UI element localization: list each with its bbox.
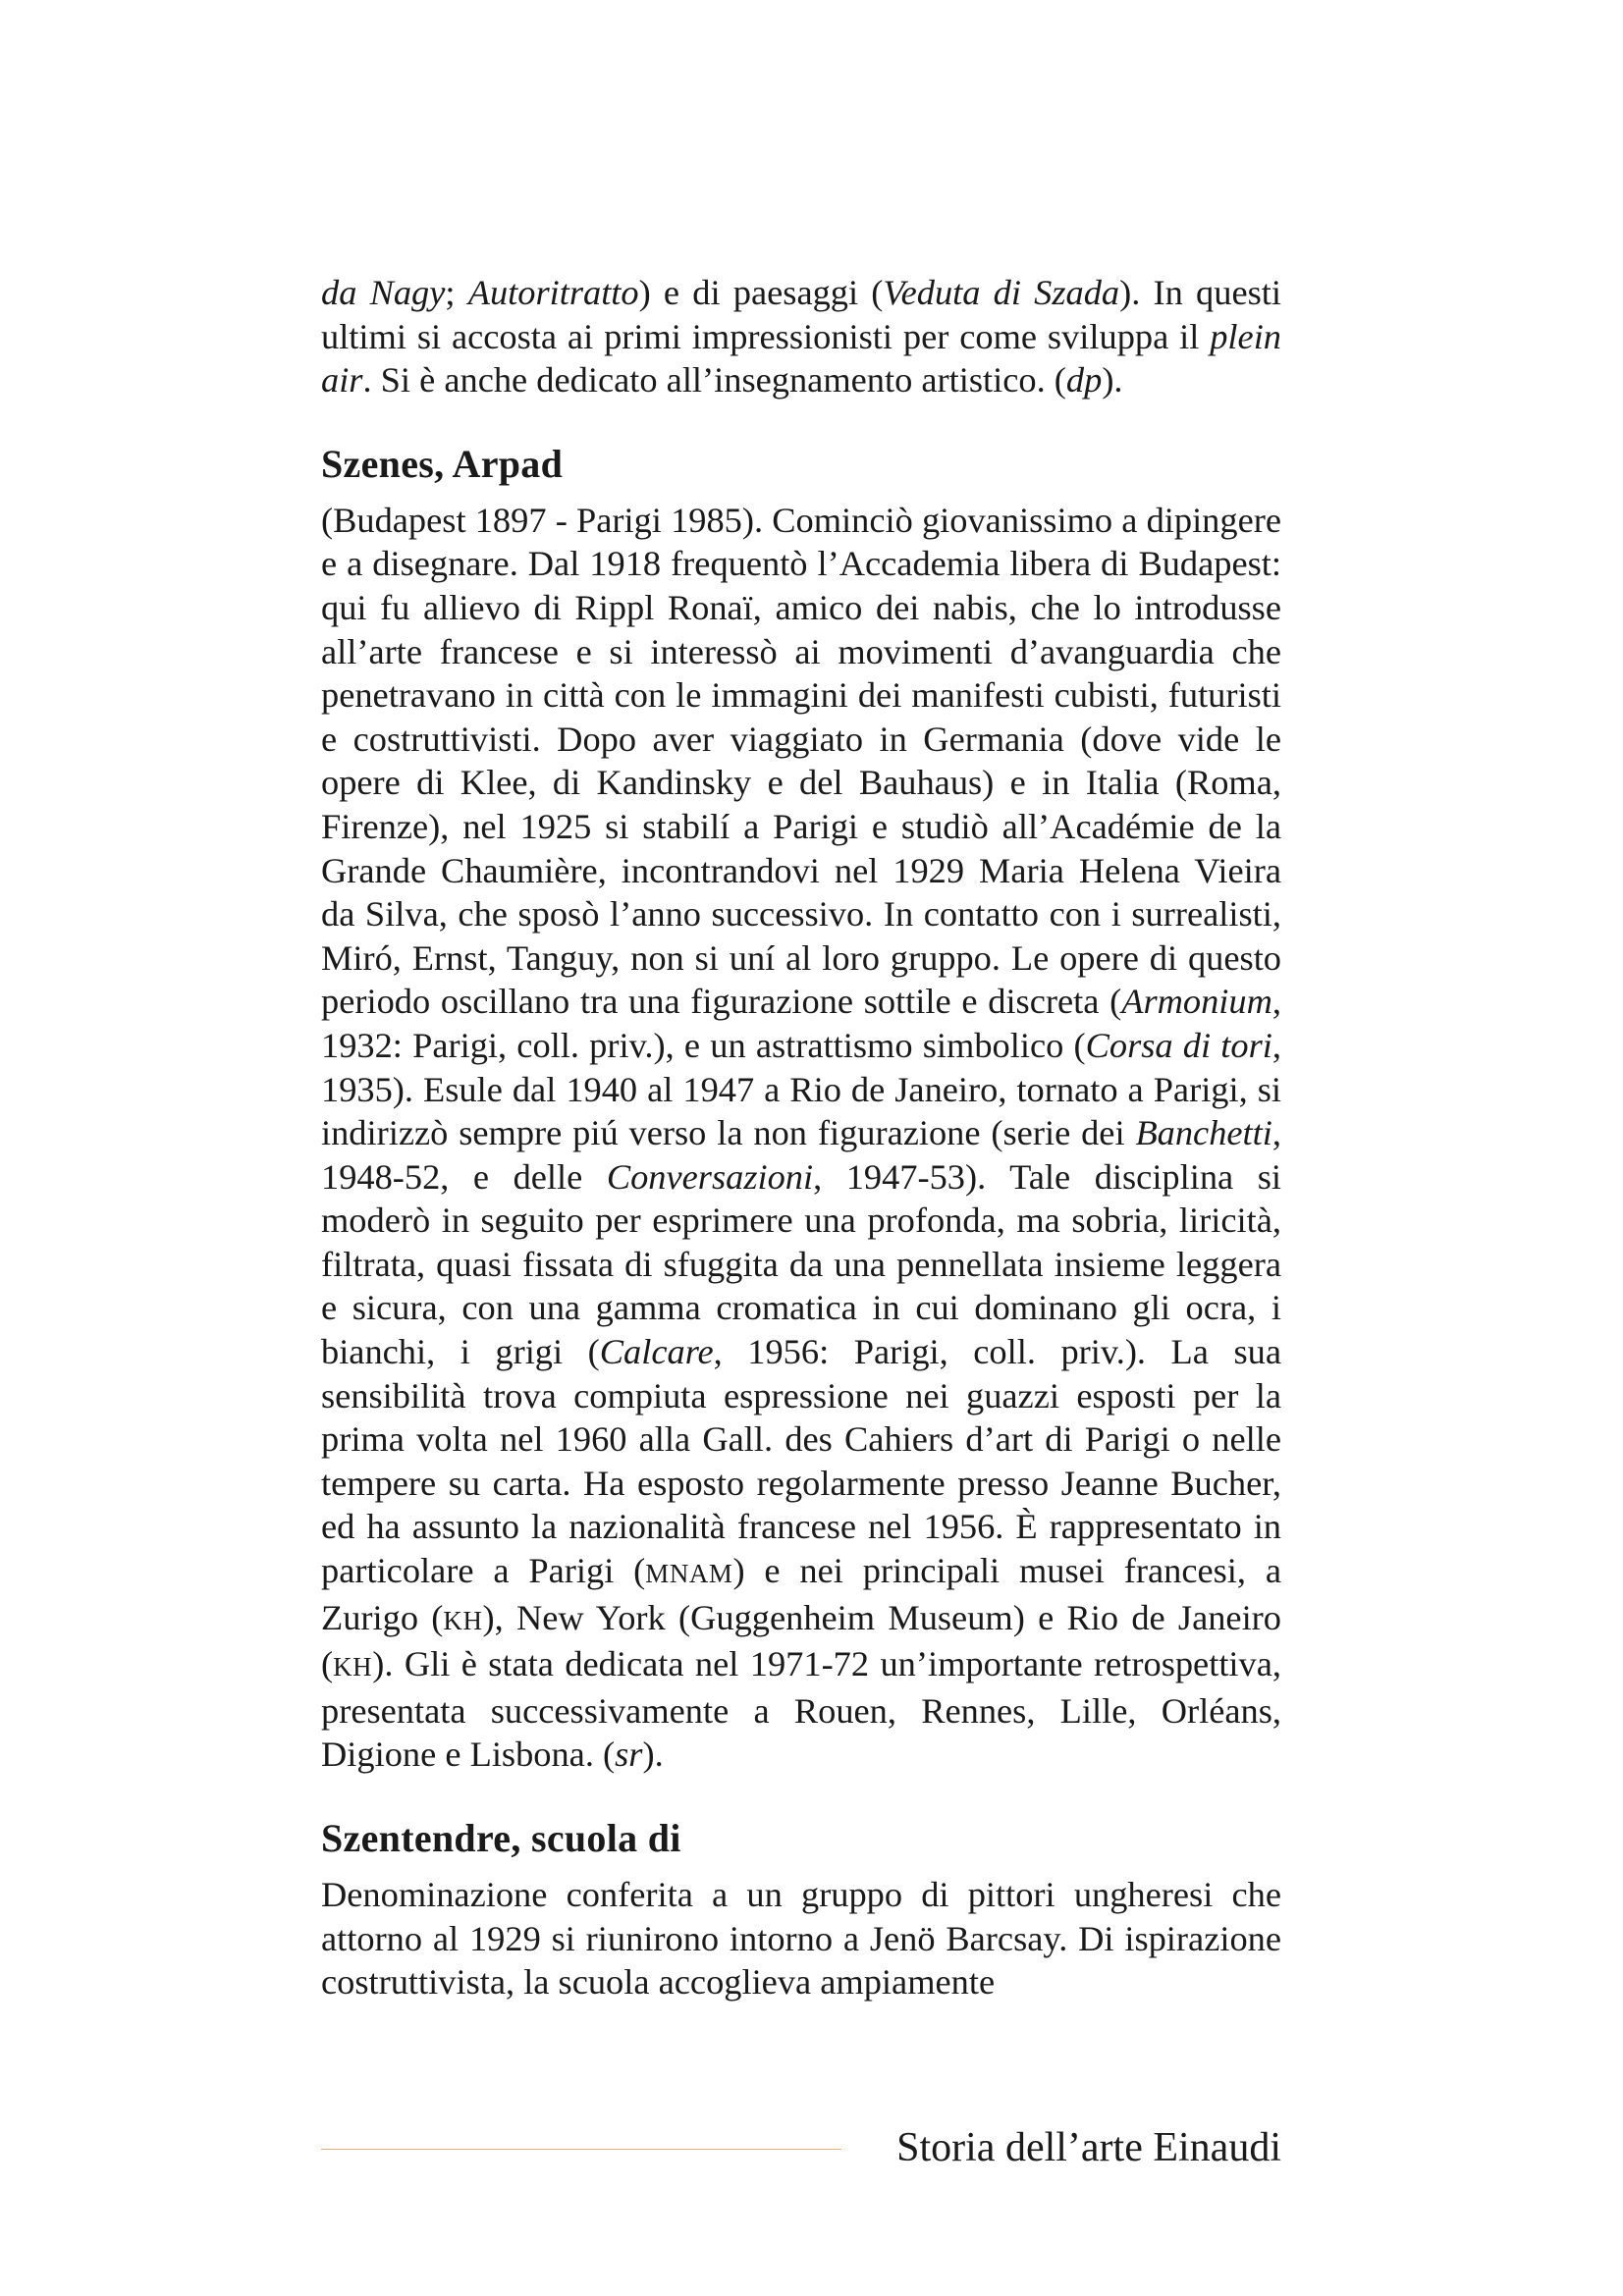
- text-run: , 1947-53). Tale disciplina si moderò in seguito per esprimere una profonda, ma sobria, liricità, filtrata, quasi fissata di sfuggita da una pennellata insieme leggera e sicura, con una gamma cromatica in cui dominano gli ocra, i bianchi, i grigi (: [321, 1156, 1281, 1372]
- footer-rule: [321, 2149, 841, 2150]
- text-run: , 1935). Esule dal 1940 al 1947 a Rio de Janeiro, tornato a Parigi, si indirizzò sempre piú verso la non figurazione (serie dei: [321, 1025, 1281, 1153]
- smallcaps-run: KH: [333, 1652, 373, 1682]
- italic-run: Banchetti: [1135, 1113, 1272, 1153]
- italic-run: plein air: [321, 316, 1281, 400]
- italic-run: Conversazioni: [606, 1156, 814, 1197]
- italic-run: da Nagy: [321, 273, 446, 312]
- text-run: . Si è anche dedicato all’insegnamento artistico. (: [362, 360, 1066, 400]
- italic-run: Corsa di tori: [1085, 1025, 1272, 1065]
- text-run: ). In questi ultimi si accosta ai primi impressionisti per come sviluppa il: [321, 273, 1281, 356]
- text-run: ).: [1102, 360, 1123, 400]
- entry-body-szenes: [321, 499, 1281, 1777]
- prev-entry-tail: [321, 271, 1281, 402]
- text-run: , 1948-52, e delle: [321, 1113, 1281, 1197]
- smallcaps-run: KH: [443, 1605, 483, 1635]
- entry-title-szenes: Szenes, Arpad: [321, 441, 564, 486]
- spacer: [321, 487, 1281, 499]
- spacer: [321, 1777, 1281, 1816]
- text-run: , 1932: Parigi, coll. priv.), e un astrattismo simbolico (: [321, 982, 1281, 1065]
- text-run: , 1956: Parigi, coll. priv.). La sua sensibilità trova compiuta espressione nei guazzi esposti per la prima volta nel 1960 alla Gall. des Cahiers d’art di Parigi o nelle tempere su carta. Ha esposto regolarmente presso Jeanne Bucher, ed ha assunto la nazionalità francese nel 1956. È rappresentato in particolare a Parigi (: [321, 1332, 1281, 1591]
- text-run: ) e di paesaggi (: [638, 273, 884, 312]
- text-run: ;: [445, 273, 468, 312]
- spacer: [321, 1861, 1281, 1873]
- text-run: ).: [642, 1735, 664, 1775]
- text-run: (Budapest 1897 - Parigi 1985). Cominciò giovanissimo a dipingere e a disegnare. Dal 1918 frequentò l’Accademia libera di Budapest: qui fu allievo di Rippl Ronaï, amico dei nabis, che lo introdusse all’arte francese e si interessò ai movimenti d’avanguardia che penetravano in città con le immagini dei manifesti cubisti, futuristi e costruttivisti. Dopo aver viaggiato in Germania (dove vide le opere di Klee, di Kandinsky e del Bauhaus) e in Italia (Roma, Firenze), nel 1925 si stabilí a Parigi e studiò all’Académie de la Grande Chaumière, incontrandovi nel 1929 Maria Helena Vieira da Silva, che sposò l’anno successivo. In contatto con i surrealisti, Miró, Ernst, Tanguy, non si uní al loro gruppo. Le opere di questo periodo oscillano tra una figurazione sottile e discreta (: [321, 500, 1281, 1022]
- italic-run: Autoritratto: [467, 273, 639, 312]
- text-run: ) e nei principali musei francesi, a Zurigo (: [321, 1551, 1281, 1637]
- smallcaps-run: MNAM: [645, 1559, 733, 1589]
- italic-run: dp: [1065, 360, 1103, 400]
- italic-run: sr: [615, 1735, 643, 1775]
- italic-run: Armonium: [1121, 982, 1272, 1022]
- text-run: ). Gli è stata dedicata nel 1971-72 un’importante retrospettiva, presentata successivamente a Rouen, Rennes, Lille, Orléans, Digione e Lisbona. (: [321, 1644, 1281, 1775]
- entry-body-szentendre: [321, 1873, 1281, 2004]
- italic-run: Calcare: [599, 1332, 714, 1372]
- spacer: [321, 402, 1281, 442]
- text-run: Denominazione conferita a un gruppo di pittori ungheresi che attorno al 1929 si riunirono intorno a Jenö Barcsay. Di ispirazione costruttivista, la scuola accoglieva ampiamente: [321, 1875, 1281, 2002]
- page-body: [321, 271, 1281, 2004]
- entry-title-szentendre: Szentendre, scuola di: [321, 1816, 681, 1860]
- page-footer: [321, 2120, 1281, 2179]
- italic-run: Veduta di Szada: [883, 273, 1120, 312]
- footer-title: Storia dell’arte Einaudi: [896, 2125, 1281, 2170]
- text-run: ), New York (Guggenheim Museum) e Rio de Janeiro (: [321, 1597, 1281, 1684]
